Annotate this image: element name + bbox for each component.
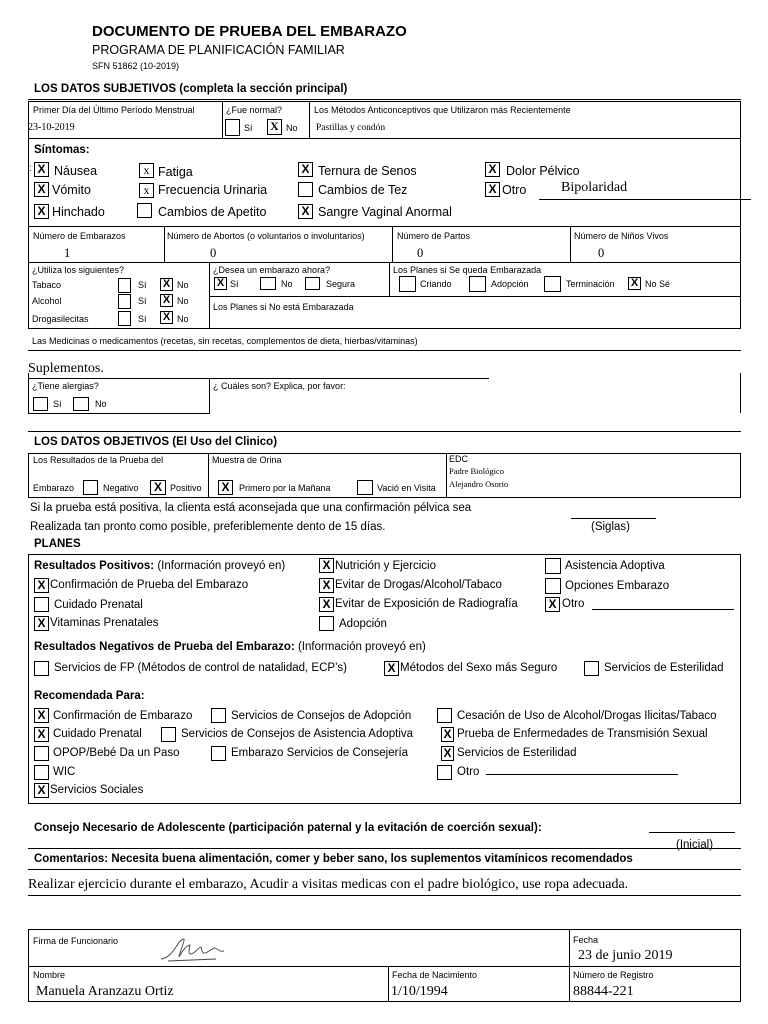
plan-vitaminas-label: Vitaminas Prenatales [50,617,159,629]
symptom-cambios-tez-checkbox[interactable] [298,182,313,197]
rec-asistencia-label: Servicios de Consejos de Asistencia Adoptiva [181,728,414,740]
plan-cuidado-label: Cuidado Prenatal [54,599,143,611]
date-label: Fecha [573,935,599,945]
rec-esterilidad-checkbox[interactable]: X [441,746,454,761]
rec-servicios-sociales-checkbox[interactable]: X [34,783,49,798]
plan-adopcion-item-label: Adopción [339,618,387,630]
tabaco-label: Tabaco [32,280,62,290]
positive-results-title: Resultados Positivos: [34,560,155,572]
name-value[interactable]: Manuela Aranzazu Ortiz [36,984,174,999]
rec-cesacion-checkbox[interactable] [437,708,452,723]
form-code: SFN 51862 (10-2019) [92,61,180,71]
signature-label: Firma de Funcionario [33,936,119,946]
lmp-value[interactable]: 23-10-2019 [28,122,75,133]
plan-vitaminas-checkbox[interactable]: X [34,616,49,631]
plan-criando-checkbox[interactable] [399,276,416,292]
symptom-sangre-label: Sangre Vaginal Anormal [318,205,452,219]
plan-opciones-label: Opciones Embarazo [565,580,670,592]
pregnancies-value[interactable]: 1 [64,246,71,260]
symptoms-title: Síntomas: [34,144,90,156]
medicines-value[interactable]: Suplementos. [28,361,104,376]
plan-radiografia-checkbox[interactable]: X [319,597,334,612]
negative-results-title: Resultados Negativos de Prueba del Embarazo: [34,641,295,653]
negative-results-heading [34,641,426,653]
embarazo-label: Embarazo [33,483,75,493]
comments-text: Comentarios: Necesita buena alimentación, comer y beber sano, los suplementos vitamínicos recomendados [34,853,633,865]
neg-esterilidad-label: Servicios de Esterilidad [604,662,724,674]
medicines-label: Las Medicinas o medicamentos (recetas, sin recetas, complementos de dieta, hierbas/vitaminas) [32,336,418,346]
objective-section-title: LOS DATOS OBJETIVOS (El Uso del Clinico) [34,436,278,448]
abortions-value[interactable]: 0 [210,246,217,260]
biological-father-label: Padre Biológico [449,466,505,476]
abortions-label: Número de Abortos (o voluntarios o involuntarios) [167,231,365,241]
name-label: Nombre [33,970,66,980]
test-negative-label: Negativo [103,483,139,493]
want-segura-checkbox[interactable] [305,277,320,290]
rec-ets-checkbox[interactable]: X [441,727,454,742]
tabaco-no-label: No [177,280,189,290]
plans-title: PLANES [34,538,81,550]
drogas-yes-label: Sí [138,314,147,324]
plans-if-not-pregnant-label: Los Planes si No está Embarazada [213,302,354,312]
rec-otro-label: Otro [457,766,480,778]
plan-asistencia-adoptiva-checkbox[interactable] [545,558,561,574]
want-segura-label: Segura [326,279,356,289]
document-subtitle: PROGRAMA DE PLANIFICACIÓN FAMILIAR [92,43,345,57]
alcohol-label: Alcohol [32,296,62,306]
symptom-hinchado-checkbox[interactable]: X [34,204,49,219]
rec-otro-checkbox[interactable] [437,765,452,780]
symptom-nausea-label: Náusea [54,164,98,178]
first-morning-checkbox[interactable]: X [218,480,233,495]
registry-value[interactable]: 88844-221 [573,984,634,999]
signature-image [158,933,230,963]
plans-if-pregnant-label: Los Planes si Se queda Embarazada [393,265,542,275]
positive-note-2: Realizada tan pronto como posible, preferiblemente dento de 15 días. [30,521,386,533]
contraceptives-value[interactable]: Pastillas y condón [316,123,386,133]
uses-label: ¿Utiliza los siguientes? [32,265,125,275]
symptom-vomito-label: Vómito [52,183,91,197]
living-children-label: Número de Niños Vivos [574,231,669,241]
alcohol-no-label: No [177,296,189,306]
recommended-title: Recomendada Para: [34,690,145,702]
positive-info-provided: (Información proveyó en) [157,560,286,572]
symptom-fatiga-checkbox[interactable]: x [139,163,154,178]
symptom-cambios-tez-label: Cambios de Tez [318,183,408,197]
neg-fp-checkbox[interactable] [34,661,49,676]
contraceptives-label: Los Métodos Anticonceptivos que Utilizaron más Recientemente [314,105,571,115]
plan-nutricion-checkbox[interactable]: X [319,558,334,573]
plan-confirmacion-label: Confirmación de Prueba del Embarazo [50,579,249,591]
first-morning-label: Primero por la Mañana [239,483,331,493]
symptom-fatiga-label: Fatiga [158,165,193,179]
allergies-label: ¿Tiene alergias? [32,381,99,391]
other-symptom-value[interactable]: Bipolaridad [561,180,628,195]
plan-adopcion-checkbox[interactable] [319,616,334,631]
plan-otro-label: Otro [562,598,585,610]
rec-consejeria-label: Embarazo Servicios de Consejería [231,747,409,759]
rec-esterilidad-label: Servicios de Esterilidad [457,747,577,759]
comments-continued[interactable]: Realizar ejercicio durante el embarazo, Acudir a visitas medicas con el padre biológico, use ropa adecuada. [28,877,629,892]
plan-opciones-checkbox[interactable] [545,578,561,594]
allergies-yes-label: Sí [53,399,62,409]
plan-no-se-checkbox[interactable]: X [628,277,641,290]
allergies-which-label: ¿ Cuáles son? Explica, por favor: [213,381,346,391]
rec-cuidado-label: Cuidado Prenatal [53,728,142,740]
plan-adopcion-label: Adopción [491,279,529,289]
want-no-label: No [281,279,293,289]
births-value[interactable]: 0 [417,246,424,260]
initials-label: (Siglas) [591,521,630,533]
tabaco-no-checkbox[interactable]: X [160,278,173,291]
symptom-cambios-apetito-checkbox[interactable] [137,203,152,218]
plan-cuidado-checkbox[interactable] [34,597,49,612]
rec-opop-checkbox[interactable] [34,746,49,761]
drogas-no-label: No [177,314,189,324]
plan-nutricion-label: Nutrición y Ejercicio [335,560,436,572]
normal-no-label: No [286,123,298,133]
plan-evitar-drogas-checkbox[interactable]: X [319,578,334,593]
document-title: DOCUMENTO DE PRUEBA DEL EMBARAZO [92,23,407,40]
pregnancies-label: Número de Embarazos [33,231,126,241]
empty-visit-checkbox[interactable] [357,480,373,495]
test-positive-checkbox[interactable]: X [150,480,166,495]
allergies-yes-checkbox[interactable] [33,397,48,411]
alcohol-yes-checkbox[interactable] [118,294,131,309]
symptom-dolor-pelvico-checkbox[interactable]: X [485,162,500,177]
positive-note-1: Si la prueba está positiva, la clienta está aconsejada que una confirmación pélvica sea [30,502,472,514]
alcohol-yes-label: Sí [138,296,147,306]
urine-sample-label: Muestra de Orina [212,455,282,465]
rec-wic-checkbox[interactable] [34,765,49,780]
symptom-frecuencia-label: Frecuencia Urinaria [158,183,268,197]
neg-fp-label: Servicios de FP (Métodos de control de natalidad, ECP’s) [54,662,347,674]
rec-consejos-adopcion-label: Servicios de Consejos de Adopción [231,710,412,722]
plan-terminacion-label: Terminación [566,279,615,289]
normal-label: ¿Fue normal? [226,105,283,115]
rec-confirmacion-label: Confirmación de Embarazo [53,710,193,722]
plan-asistencia-adoptiva-label: Asistencia Adoptiva [565,560,665,572]
symptom-ternura-label: Ternura de Senos [318,164,417,178]
empty-visit-label: Vació en Visita [377,483,436,493]
rec-consejos-adopcion-checkbox[interactable] [211,708,226,723]
plan-terminacion-checkbox[interactable] [544,276,561,292]
test-results-label: Los Resultados de la Prueba del [33,455,164,465]
rec-asistencia-checkbox[interactable] [161,727,176,742]
initial-label: (Inicial) [676,839,714,851]
rec-confirmacion-checkbox[interactable]: X [34,708,49,723]
test-positive-label: Positivo [170,483,202,493]
plan-no-se-label: No Sé [645,279,671,289]
dob-label: Fecha de Nacimiento [392,970,478,980]
rec-consejeria-checkbox[interactable] [211,746,226,761]
want-pregnancy-label: ¿Desea un embarazo ahora? [213,265,331,275]
neg-esterilidad-checkbox[interactable] [584,661,599,676]
symptom-vomito-checkbox[interactable]: X [34,182,49,197]
rec-servicios-sociales-label: Servicios Sociales [50,784,144,796]
symptom-ternura-checkbox[interactable]: X [298,162,313,177]
tabaco-yes-label: Sí [138,280,147,290]
date-value[interactable]: 23 de junio 2019 [578,948,673,963]
registry-label: Número de Registro [573,970,654,980]
symptom-otro-label: Otro [502,183,527,197]
dob-value[interactable]: 1/10/1994 [391,984,448,999]
plan-adopcion-checkbox[interactable] [469,276,486,292]
neg-sexo-seguro-checkbox[interactable]: X [384,661,399,676]
plan-evitar-drogas-label: Evitar de Drogas/Alcohol/Tabaco [335,579,502,591]
negative-info-provided: (Información proveyó en) [297,641,426,653]
tabaco-yes-checkbox[interactable] [118,278,131,293]
plan-radiografia-label: Evitar de Exposición de Radiografía [335,598,518,610]
symptom-nausea-checkbox[interactable]: X [34,162,49,177]
symptom-otro-checkbox[interactable]: X [485,182,500,197]
plan-confirmacion-checkbox[interactable]: X [34,578,49,593]
allergies-no-checkbox[interactable] [73,397,89,411]
positive-results-heading [34,560,285,572]
drogas-label: Drogasilecitas [32,314,89,324]
symptom-hinchado-label: Hinchado [52,205,105,219]
rec-opop-label: OPOP/Bebé Da un Paso [53,747,180,759]
plan-criando-label: Criando [420,279,452,289]
births-label: Número de Partos [397,231,471,241]
neg-sexo-seguro-label: Métodos del Sexo más Seguro [400,662,558,674]
edc-label: EDC [449,454,469,464]
subjective-section-title: LOS DATOS SUBJETIVOS (completa la sección principal) [34,83,348,95]
want-yes-label: Sí [230,279,239,289]
drogas-no-checkbox[interactable]: X [160,311,173,324]
want-yes-checkbox[interactable]: X [214,277,227,290]
alcohol-no-checkbox[interactable]: X [160,294,173,307]
symptom-sangre-checkbox[interactable]: X [298,204,313,219]
rec-ets-label: Prueba de Enfermedades de Transmisión Sexual [457,728,708,740]
lmp-label: Primer Día del Último Período Menstrual [33,105,195,115]
symptom-dolor-pelvico-label: Dolor Pélvico [506,164,580,178]
teen-counseling-label: Consejo Necesario de Adolescente (participación paternal y la evitación de coerción sexual): [34,822,542,834]
rec-cesacion-label: Cesación de Uso de Alcohol/Drogas Ilicitas/Tabaco [457,710,717,722]
normal-no-checkbox[interactable]: X [267,119,282,135]
plan-otro-checkbox[interactable]: X [545,597,560,612]
rec-wic-label: WIC [53,766,76,778]
biological-father-value[interactable]: Alejandro Osorio [449,479,509,489]
want-no-checkbox[interactable] [260,277,276,290]
symptom-frecuencia-checkbox[interactable]: x [139,183,154,198]
living-children-value[interactable]: 0 [598,246,605,260]
allergies-no-label: No [95,399,107,409]
drogas-yes-checkbox[interactable] [118,311,131,326]
normal-yes-label: Sí [244,123,253,133]
rec-cuidado-checkbox[interactable]: X [34,727,49,742]
normal-yes-checkbox[interactable] [225,119,240,136]
test-negative-checkbox[interactable] [83,480,98,495]
symptom-cambios-apetito-label: Cambios de Apetito [158,205,267,219]
